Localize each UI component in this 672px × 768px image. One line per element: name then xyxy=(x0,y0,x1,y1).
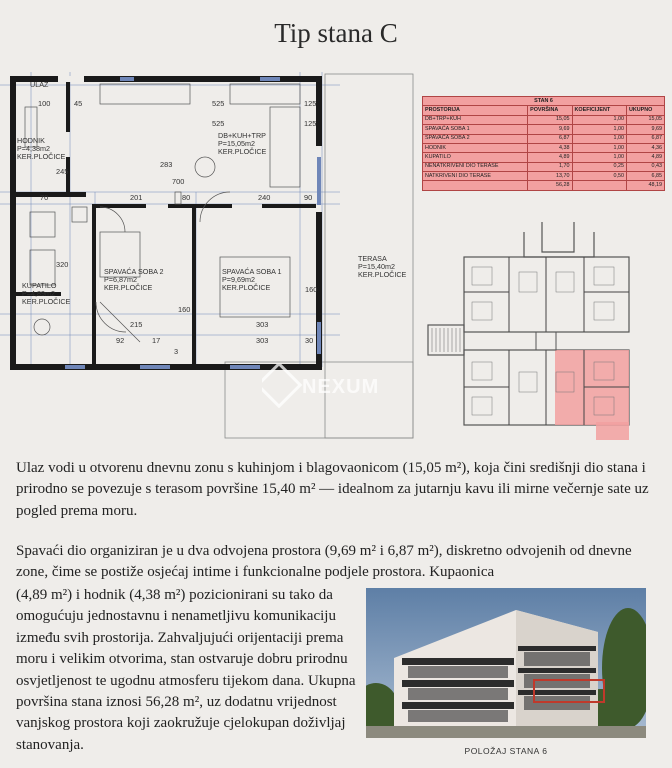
dim-label: 303 xyxy=(256,320,269,329)
table-header: UKUPNO xyxy=(626,106,664,115)
table-cell: 15,05 xyxy=(528,115,572,124)
dim-label: 283 xyxy=(160,160,173,169)
bath-area: P=4,89m2 xyxy=(22,289,55,298)
table-cell xyxy=(572,181,626,190)
table-cell: 1,00 xyxy=(572,125,626,134)
table-cell: 1,00 xyxy=(572,115,626,124)
living-name: DB+KUH+TRP xyxy=(218,131,266,140)
table-cell xyxy=(423,181,528,190)
watermark-logo xyxy=(262,364,422,408)
walls xyxy=(10,76,322,370)
table-cell: 1,70 xyxy=(528,162,572,171)
table-cell: NATKRIVENI DIO TERASE xyxy=(423,172,528,181)
dim-label: 215 xyxy=(130,320,143,329)
table-row xyxy=(423,115,665,124)
hodnik-area: P=4,38m2 xyxy=(17,144,50,153)
description-paragraph-3: (4,89 m²) i hodnik (4,38 m²) pozicionirani su tako da omogućuju jednostavnu i nenametljivu komunikaciju između svih prostorija. Zahvaljujući orijentaciji prema moru i velikim otvorima, stan ostvaruje dobru prirodnu osvjetljenost te ugodnu atmosferu tijekom dana. Ukupna površina stana iznosi 56,28 m², uz dodatnu vrijednost vanjskog prostora koji zaokružuje cjelokupan doživljaj stanovanja. xyxy=(16,587,356,753)
dim-label: 100 xyxy=(38,99,51,108)
dim-label: 125 xyxy=(304,119,317,128)
terrace-name: TERASA xyxy=(358,254,387,263)
table-row xyxy=(423,134,665,143)
table-cell: 6,87 xyxy=(626,134,664,143)
table-cell: 0,43 xyxy=(626,162,664,171)
dim-label: 700 xyxy=(172,177,185,186)
dim-label: 201 xyxy=(130,193,143,202)
description-paragraph-1: Ulaz vodi u otvorenu dnevnu zonu s kuhinjom i blagovaonicom (15,05 m²), koja čini središnji dio stana i prirodno se povezuje s terasom površine 15,40 m² — idealnom za jutarnju kavu ili mirne večernje sate uz pogled prema moru. xyxy=(16,460,649,519)
table-cell: 4,38 xyxy=(528,143,572,152)
dim-label: 80 xyxy=(182,193,191,202)
bath-name: KUPATILO xyxy=(22,281,57,290)
dim-label: 90 xyxy=(304,193,313,202)
bedroom2-floor: KER.PLOČICE xyxy=(104,283,153,292)
table-cell: HODNIK xyxy=(423,143,528,152)
bedroom1-name: SPAVAĆA SOBA 1 xyxy=(222,267,282,276)
bedroom1-floor: KER.PLOČICE xyxy=(222,283,271,292)
table-cell: 9,69 xyxy=(528,125,572,134)
table-cell: 4,89 xyxy=(626,153,664,162)
dim-label: 525 xyxy=(212,119,225,128)
dim-label: 45 xyxy=(74,99,83,108)
hodnik-name: HODNIK xyxy=(17,136,45,145)
description-paragraph-2: Spavaći dio organiziran je u dva odvojena prostora (9,69 m² i 6,87 m²), diskretno odvojenih od dnevne zone, čime se postiže osjećaj intime i funkcionalne podjele prostora. Kupaonica xyxy=(16,543,632,581)
table-row xyxy=(423,143,665,152)
table-cell: SPAVAĆA SOBA 2 xyxy=(423,134,528,143)
dimension-lines xyxy=(0,72,340,367)
building-layout xyxy=(424,222,644,444)
dim-label: 160 xyxy=(178,305,191,314)
table-cell: KUPATILO xyxy=(423,153,528,162)
dim-label: 303 xyxy=(256,336,269,345)
living-area: P=15,05m2 xyxy=(218,139,255,148)
building-photo xyxy=(366,588,646,738)
hodnik-floor: KER.PLOČICE xyxy=(17,152,66,161)
table-row xyxy=(423,153,665,162)
table-cell: 1,00 xyxy=(572,143,626,152)
dim-label: 92 xyxy=(116,336,125,345)
table-cell: 1,00 xyxy=(572,153,626,162)
dim-label: 240 xyxy=(258,193,271,202)
table-cell: 0,25 xyxy=(572,162,626,171)
table-title: STAN 6 xyxy=(423,97,665,106)
table-cell: 6,87 xyxy=(528,134,572,143)
dim-label: 245 xyxy=(56,167,69,176)
bedroom1-area: P=9,69m2 xyxy=(222,275,255,284)
table-cell: 13,70 xyxy=(528,172,572,181)
page-title: Tip stana C xyxy=(274,18,398,48)
table-cell: 4,89 xyxy=(528,153,572,162)
table-cell: 4,36 xyxy=(626,143,664,152)
table-cell: SPAVAĆA SOBA 1 xyxy=(423,125,528,134)
table-cell: 9,69 xyxy=(626,125,664,134)
watermark-text: NEXUM xyxy=(302,376,380,398)
table-cell: NENATKRIVENI DIO TERASE xyxy=(423,162,528,171)
terrace-area: P=15,40m2 xyxy=(358,262,395,271)
living-floor: KER.PLOČICE xyxy=(218,147,267,156)
table-total-weighted: 48,19 xyxy=(626,181,664,190)
table-row xyxy=(423,125,665,134)
table-header: KOEFICIJENT xyxy=(572,106,626,115)
table-cell: 0,50 xyxy=(572,172,626,181)
photo-caption: POLOŽAJ STANA 6 xyxy=(464,746,548,756)
dim-label: 525 xyxy=(212,99,225,108)
dim-label: 320 xyxy=(56,260,69,269)
table-header: PROSTORIJA xyxy=(423,106,528,115)
table-cell: 15,05 xyxy=(626,115,664,124)
dim-label: 17 xyxy=(152,336,161,345)
entrance-label: ULAZ xyxy=(30,80,49,89)
terrace-floor: KER.PLOČICE xyxy=(358,270,407,279)
table-cell: 1,00 xyxy=(572,134,626,143)
bedroom2-area: P=6,87m2 xyxy=(104,275,137,284)
dim-label: 160 xyxy=(305,285,318,294)
table-total-area: 56,28 xyxy=(528,181,572,190)
table-cell: 6,85 xyxy=(626,172,664,181)
bath-floor: KER.PLOČICE xyxy=(22,297,71,306)
table-row xyxy=(423,162,665,171)
area-table xyxy=(422,96,665,191)
dim-label: 30 xyxy=(305,336,314,345)
dim-label: 3 xyxy=(174,347,179,356)
table-header: POVRŠINA xyxy=(528,106,572,115)
dim-label: 125 xyxy=(304,99,317,108)
bedroom2-name: SPAVAĆA SOBA 2 xyxy=(104,267,164,276)
table-cell: DB+TRP+KUH xyxy=(423,115,528,124)
table-total-row xyxy=(423,181,665,190)
dim-label: 70 xyxy=(40,193,49,202)
table-row xyxy=(423,172,665,181)
